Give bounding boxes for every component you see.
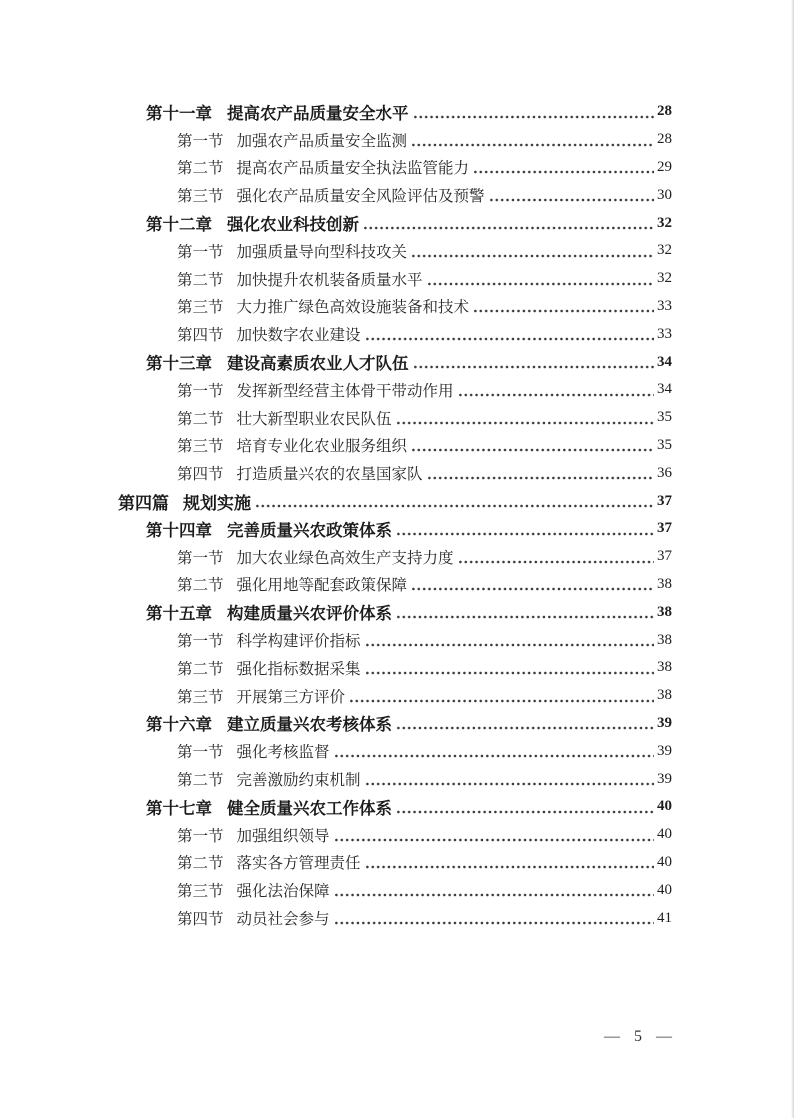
toc-entry-title: 强化法治保障 xyxy=(236,883,330,901)
toc-entry-title: 建立质量兴农考核体系 xyxy=(227,716,392,735)
toc-entry-title: 打造质量兴农的农垦国家队 xyxy=(236,466,423,484)
dot-leader xyxy=(428,282,654,286)
toc-entry-title: 培育专业化农业服务组织 xyxy=(236,438,408,456)
toc-entry-title: 提高农产品质量安全执法监管能力 xyxy=(236,160,470,178)
toc-entry-page: 40 xyxy=(657,853,672,870)
toc-entry-label: 第四节 xyxy=(177,911,224,928)
dot-leader xyxy=(397,810,654,814)
toc-entry-page: 33 xyxy=(657,297,672,314)
toc-entry-title: 加强农产品质量安全监测 xyxy=(236,132,408,150)
toc-entry-label: 第三节 xyxy=(177,438,224,456)
toc-entry-label: 第二节 xyxy=(177,271,224,289)
toc-entry-label: 第二节 xyxy=(177,855,224,873)
toc-entry-title: 强化农业科技创新 xyxy=(227,216,359,235)
toc-entry-title: 建设高素质农业人才队伍 xyxy=(227,355,409,374)
toc-entry xyxy=(118,515,672,543)
toc-entry-title: 动员社会参与 xyxy=(236,911,330,928)
toc-entry-page: 40 xyxy=(657,798,672,815)
toc-entry-label: 第十六章 xyxy=(146,716,212,735)
toc-entry-label: 第一节 xyxy=(177,827,224,845)
dot-leader xyxy=(397,615,654,619)
toc-entry-page: 35 xyxy=(657,409,672,426)
dot-leader xyxy=(397,532,654,536)
dot-leader xyxy=(412,448,654,452)
toc-entry-label: 第三节 xyxy=(177,883,224,901)
toc-entry-title: 发挥新型经营主体骨干带动作用 xyxy=(236,382,454,400)
toc-entry-title: 加大农业绿色高效生产支持力度 xyxy=(236,549,454,567)
toc-entry-title: 大力推广绿色高效设施装备和技术 xyxy=(236,299,470,317)
table-of-contents xyxy=(118,98,672,932)
toc-entry-page: 37 xyxy=(657,492,672,509)
toc-entry-page: 29 xyxy=(657,158,672,175)
dot-leader xyxy=(412,587,654,591)
toc-entry xyxy=(118,459,672,487)
toc-entry xyxy=(118,571,672,599)
toc-entry xyxy=(118,543,672,571)
toc-entry-label: 第一节 xyxy=(177,243,224,261)
toc-entry-page: 32 xyxy=(657,214,672,231)
toc-entry-title: 构建质量兴农评价体系 xyxy=(227,605,392,624)
toc-entry xyxy=(118,376,672,404)
toc-entry-page: 37 xyxy=(657,520,672,537)
toc-entry-title: 落实各方管理责任 xyxy=(236,855,361,873)
dot-leader xyxy=(366,782,654,786)
toc-entry-label: 第二节 xyxy=(177,772,224,790)
toc-entry-label: 第十二章 xyxy=(146,216,212,235)
toc-entry xyxy=(118,487,672,515)
dot-leader xyxy=(412,143,654,147)
toc-entry-page: 36 xyxy=(657,464,672,481)
toc-entry xyxy=(118,626,672,654)
toc-entry xyxy=(118,598,672,626)
toc-entry xyxy=(118,849,672,877)
toc-entry-label: 第二节 xyxy=(177,660,224,678)
toc-entry-page: 38 xyxy=(657,631,672,648)
toc-entry xyxy=(118,821,672,849)
toc-entry-label: 第一节 xyxy=(177,382,224,400)
dot-leader xyxy=(335,893,654,897)
dot-leader xyxy=(474,309,654,313)
toc-entry-title: 加强质量导向型科技攻关 xyxy=(236,243,408,261)
dot-leader xyxy=(428,476,654,480)
toc-entry xyxy=(118,320,672,348)
toc-entry xyxy=(118,904,672,932)
toc-entry-title: 完善激励约束机制 xyxy=(236,772,361,790)
toc-entry xyxy=(118,737,672,765)
toc-entry-title: 强化指标数据采集 xyxy=(236,660,361,678)
toc-entry xyxy=(118,348,672,376)
toc-entry-label: 第十四章 xyxy=(146,521,212,540)
toc-entry-label: 第二节 xyxy=(177,577,224,595)
toc-entry-page: 34 xyxy=(657,381,672,398)
toc-entry xyxy=(118,654,672,682)
toc-entry-label: 第一节 xyxy=(177,744,224,762)
dot-leader xyxy=(414,115,655,119)
toc-entry-label: 第三节 xyxy=(177,188,224,206)
toc-entry-label: 第十三章 xyxy=(146,355,212,374)
dot-leader xyxy=(366,865,654,869)
toc-entry-page: 30 xyxy=(657,186,672,203)
toc-entry xyxy=(118,765,672,793)
dot-leader xyxy=(397,726,654,730)
dot-leader xyxy=(335,921,654,925)
toc-entry-title: 提高农产品质量安全水平 xyxy=(227,104,409,123)
toc-entry-label: 第三节 xyxy=(177,299,224,317)
toc-entry-label: 第二节 xyxy=(177,410,224,428)
toc-entry-page: 32 xyxy=(657,242,672,259)
toc-entry-page: 38 xyxy=(657,603,672,620)
dot-leader xyxy=(459,393,654,397)
dot-leader xyxy=(350,699,654,703)
toc-entry-page: 28 xyxy=(657,103,672,120)
dot-leader xyxy=(474,170,654,174)
dot-leader xyxy=(366,671,654,675)
toc-entry-page: 38 xyxy=(657,687,672,704)
toc-entry-title: 规划实施 xyxy=(183,493,251,513)
toc-entry-page: 38 xyxy=(657,575,672,592)
toc-entry-label: 第一节 xyxy=(177,132,224,150)
toc-entry-label: 第一节 xyxy=(177,633,224,651)
toc-entry-page: 34 xyxy=(657,353,672,370)
toc-entry xyxy=(118,404,672,432)
toc-entry-title: 完善质量兴农政策体系 xyxy=(227,521,392,540)
toc-entry xyxy=(118,710,672,738)
toc-entry-page: 28 xyxy=(657,131,672,148)
dot-leader xyxy=(366,337,654,341)
toc-entry-title: 强化考核监督 xyxy=(236,744,330,762)
toc-entry xyxy=(118,98,672,126)
dot-leader xyxy=(490,198,654,202)
toc-entry-label: 第三节 xyxy=(177,688,224,706)
toc-entry xyxy=(118,154,672,182)
toc-entry-label: 第一节 xyxy=(177,549,224,567)
toc-entry-page: 33 xyxy=(657,325,672,342)
toc-entry-page: 41 xyxy=(657,909,672,926)
dot-leader xyxy=(335,838,654,842)
dot-leader xyxy=(364,226,654,230)
dot-leader xyxy=(366,643,654,647)
toc-entry-title: 健全质量兴农工作体系 xyxy=(227,799,392,818)
toc-entry xyxy=(118,126,672,154)
toc-entry-title: 加强组织领导 xyxy=(236,827,330,845)
toc-entry-label: 第四节 xyxy=(177,466,224,484)
toc-entry-page: 32 xyxy=(657,270,672,287)
toc-entry-page: 39 xyxy=(657,714,672,731)
toc-entry-title: 强化用地等配套政策保障 xyxy=(236,577,408,595)
page-footer-number: — 5 — xyxy=(604,1028,677,1045)
toc-entry-title: 强化农产品质量安全风险评估及预警 xyxy=(236,188,485,206)
toc-entry xyxy=(118,876,672,904)
toc-entry-title: 开展第三方评价 xyxy=(236,688,346,706)
toc-entry-page: 40 xyxy=(657,826,672,843)
toc-entry-label: 第四篇 xyxy=(118,493,169,513)
toc-entry xyxy=(118,181,672,209)
toc-entry xyxy=(118,237,672,265)
dot-leader xyxy=(335,754,654,758)
toc-entry-title: 科学构建评价指标 xyxy=(236,633,361,651)
toc-entry-page: 35 xyxy=(657,436,672,453)
toc-entry-page: 38 xyxy=(657,659,672,676)
toc-entry xyxy=(118,265,672,293)
toc-entry xyxy=(118,682,672,710)
toc-entry-title: 加快提升农机装备质量水平 xyxy=(236,271,423,289)
toc-entry xyxy=(118,793,672,821)
toc-entry-page: 37 xyxy=(657,548,672,565)
toc-entry-label: 第十一章 xyxy=(146,104,212,123)
toc-entry-label: 第二节 xyxy=(177,160,224,178)
toc-entry-label: 第十五章 xyxy=(146,605,212,624)
dot-leader xyxy=(459,560,654,564)
toc-entry-title: 壮大新型职业农民队伍 xyxy=(236,410,392,428)
toc-entry-label: 第四节 xyxy=(177,327,224,345)
toc-entry-title: 加快数字农业建设 xyxy=(236,327,361,345)
toc-entry xyxy=(118,209,672,237)
toc-entry-page: 39 xyxy=(657,742,672,759)
toc-entry-page: 39 xyxy=(657,770,672,787)
dot-leader xyxy=(412,254,654,258)
toc-entry xyxy=(118,432,672,460)
dot-leader xyxy=(414,365,655,369)
dot-leader xyxy=(256,504,654,508)
toc-entry xyxy=(118,293,672,321)
toc-entry-label: 第十七章 xyxy=(146,799,212,818)
toc-entry-page: 40 xyxy=(657,881,672,898)
dot-leader xyxy=(397,421,654,425)
